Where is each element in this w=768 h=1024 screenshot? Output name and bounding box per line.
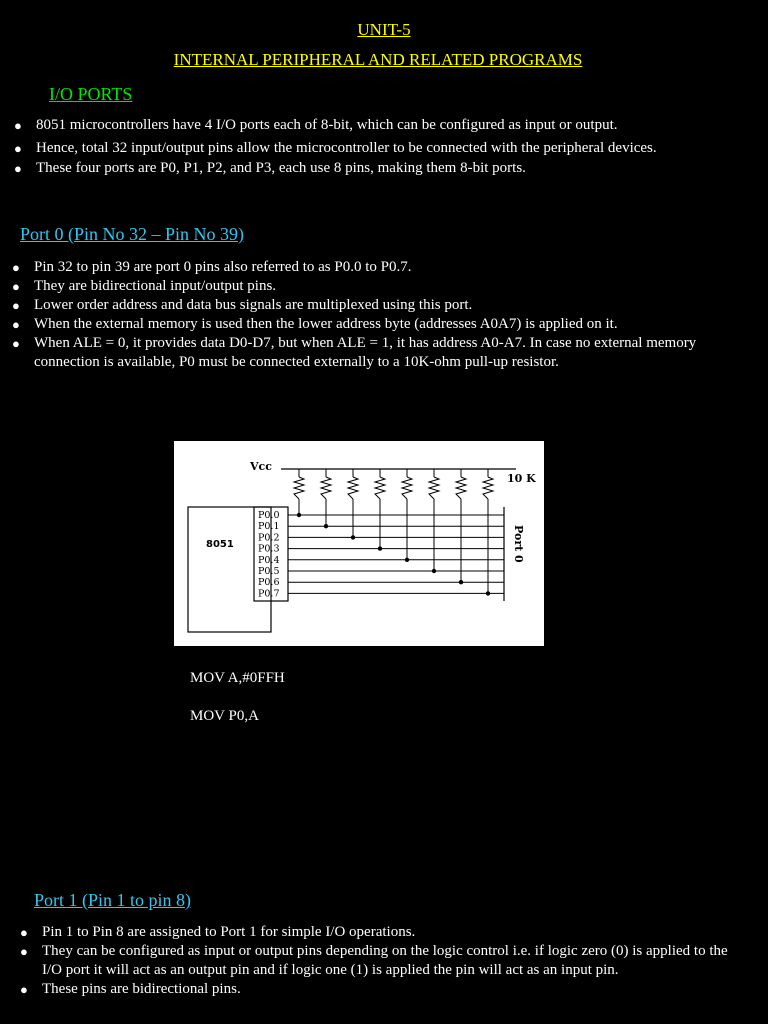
junction-dot <box>432 569 436 573</box>
list-item: ● Pin 1 to Pin 8 are assigned to Port 1 for simple I/O operations. <box>20 924 416 940</box>
pin-label: P0.1 <box>258 521 280 533</box>
chip-label: 8051 <box>206 539 234 550</box>
section-heading-port0: Port 0 (Pin No 32 – Pin No 39) <box>20 224 245 244</box>
bullet-icon: ● <box>12 279 20 294</box>
port0-pullup-diagram <box>174 441 544 646</box>
unit-title: UNIT-5 <box>357 20 411 39</box>
bullet-icon: ● <box>20 925 28 940</box>
page-title: INTERNAL PERIPHERAL AND RELATED PROGRAMS <box>173 50 583 69</box>
list-item: ● When the external memory is used then the lower address byte (addresses A0A7) is applied on it. <box>12 316 618 332</box>
port0-list <box>12 258 750 372</box>
pullup-resistor <box>321 469 331 526</box>
bullet-icon: ● <box>12 260 20 275</box>
pin-label: P0.6 <box>258 577 280 589</box>
pullup-resistor <box>483 469 493 593</box>
bullet-icon: ● <box>14 118 22 133</box>
list-item: ● These four ports are P0, P1, P2, and P3, each use 8 pins, making them 8-bit ports. <box>14 160 526 176</box>
pullup-resistor <box>429 469 439 571</box>
code-line-2: MOV P0,A <box>190 708 259 724</box>
io-ports-list <box>14 116 714 178</box>
list-item: ● They are bidirectional input/output pins. <box>12 278 277 294</box>
pin-label: P0.4 <box>258 554 280 566</box>
list-item: ● Lower order address and data bus signals are multiplexed using this port. <box>12 297 473 313</box>
junction-dot <box>351 535 355 539</box>
junction-dot <box>297 513 301 517</box>
list-item: ● Hence, total 32 input/output pins allow the microcontroller to be connected with the peripheral devices. <box>14 140 657 156</box>
junction-dot <box>378 546 382 550</box>
list-item: ● These pins are bidirectional pins. <box>20 981 241 997</box>
list-item: ● They can be configured as input or output pins depending on the logic control i.e. if logic zero (0) is applied to the I/O port it will act as an output pin and if logic one (1) is applied the pin will act as an input pin. <box>20 943 728 978</box>
list-item: ● Pin 32 to pin 39 are port 0 pins also referred to as P0.0 to P0.7. <box>12 259 412 275</box>
section-heading-port1: Port 1 (Pin 1 to pin 8) <box>34 890 192 910</box>
vcc-label: Vcc <box>250 460 272 473</box>
pin-label: P0.2 <box>258 532 280 544</box>
port1-list <box>20 923 740 999</box>
pin-label: P0.7 <box>258 588 280 600</box>
pullup-resistor <box>375 469 385 549</box>
pin-label: P0.0 <box>258 510 280 521</box>
bullet-icon: ● <box>20 944 28 959</box>
junction-dot <box>459 580 463 584</box>
resistor-value-label: 10 K <box>507 472 536 485</box>
port-label: Port 0 <box>512 525 525 563</box>
bullet-icon: ● <box>14 161 22 176</box>
list-item: ● 8051 microcontrollers have 4 I/O ports each of 8-bit, which can be configured as input or output. <box>14 117 618 133</box>
list-item: ● When ALE = 0, it provides data D0-D7, but when ALE = 1, it has address A0-A7. In case no external memory connection is available, P0 must be connected externally to a 10K-ohm pull-up resistor. <box>12 335 697 370</box>
pullup-resistor <box>456 469 466 582</box>
bullet-icon: ● <box>14 141 22 156</box>
junction-dot <box>486 591 490 595</box>
bullet-icon: ● <box>12 317 20 332</box>
section-heading-io-ports: I/O PORTS <box>49 84 133 104</box>
pullup-resistor <box>294 469 304 515</box>
pullup-resistor <box>348 469 358 537</box>
code-line-1: MOV A,#0FFH <box>190 670 285 686</box>
bullet-icon: ● <box>12 336 20 351</box>
junction-dot <box>405 558 409 562</box>
bullet-icon: ● <box>20 982 28 997</box>
pin-label: P0.5 <box>258 566 280 577</box>
circuit-svg <box>174 441 544 646</box>
pin-label: P0.3 <box>258 543 280 555</box>
junction-dot <box>324 524 328 528</box>
bullet-icon: ● <box>12 298 20 313</box>
pullup-resistor <box>402 469 412 560</box>
